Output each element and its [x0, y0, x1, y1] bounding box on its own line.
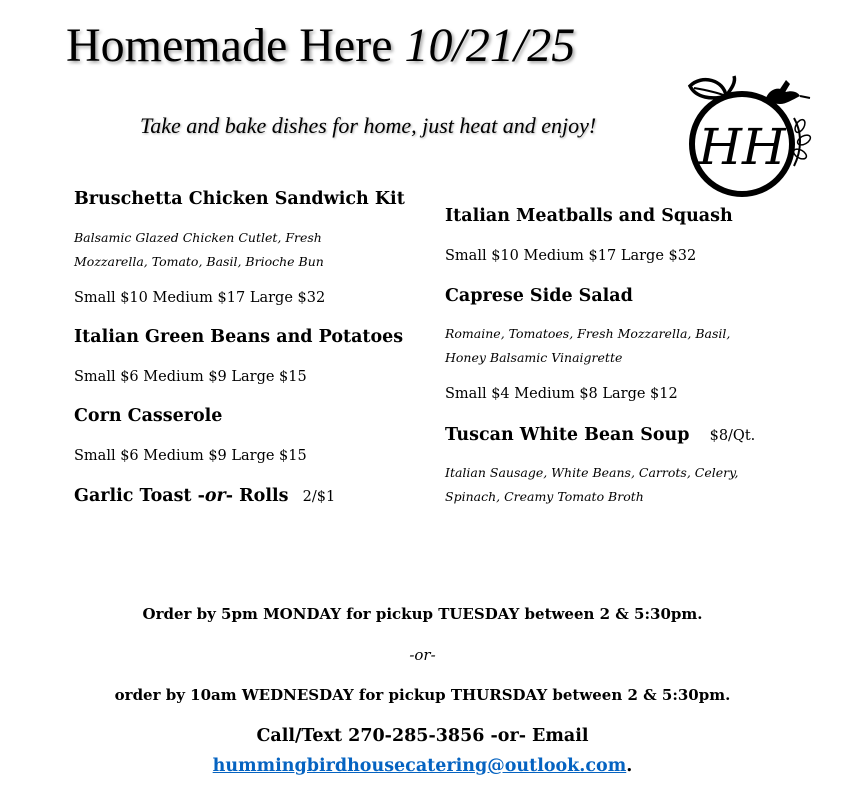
contact-email-line: [0, 753, 845, 779]
page-subtitle: Take and bake dishes for home, just heat and enjoy!: [140, 113, 597, 138]
contact-line: Call/Text 270-285-3856 -or- Email: [256, 726, 589, 746]
item-price-tuscan-soup: $8/Qt.: [709, 428, 756, 444]
item-name-meatballs: Italian Meatballs and Squash: [445, 206, 733, 226]
item-name-tuscan-soup: [445, 423, 755, 448]
item-price-green-beans: Small $6 Medium $9 Large $15: [74, 369, 307, 385]
logo: [682, 70, 812, 200]
item-desc-bruschetta-2: Mozzarella, Tomato, Basil, Brioche Bun: [74, 254, 324, 269]
order-option-1: Order by 5pm MONDAY for pickup TUESDAY between 2 & 5:30pm.: [142, 605, 703, 623]
item-name-corn-casserole: Corn Casserole: [74, 406, 223, 426]
page-title: [66, 18, 575, 74]
item-desc-tuscan-1: Italian Sausage, White Beans, Carrots, Celery,: [445, 465, 739, 480]
title-date: 10/21/25: [404, 19, 576, 72]
order-separator: -or-: [409, 646, 436, 664]
title-text: Homemade Here: [66, 19, 393, 72]
item-desc-bruschetta-1: Balsamic Glazed Chicken Cutlet, Fresh: [74, 230, 322, 245]
item-desc-tuscan-2: Spinach, Creamy Tomato Broth: [445, 489, 644, 504]
item-name-garlic-toast: [74, 484, 335, 509]
garlic-toast-label: Garlic Toast -: [74, 486, 205, 506]
email-link[interactable]: hummingbirdhousecatering@outlook.com: [212, 756, 627, 776]
rolls-label: - Rolls: [225, 486, 289, 506]
item-name-caprese: Caprese Side Salad: [445, 286, 633, 306]
item-desc-caprese-2: Honey Balsamic Vinaigrette: [445, 350, 623, 365]
item-desc-caprese-1: Romaine, Tomatoes, Fresh Mozzarella, Basil,: [445, 326, 731, 341]
order-option-2: order by 10am WEDNESDAY for pickup THURSDAY between 2 & 5:30pm.: [114, 686, 731, 704]
tuscan-soup-label: Tuscan White Bean Soup: [445, 425, 690, 445]
item-price-meatballs: Small $10 Medium $17 Large $32: [445, 248, 697, 264]
item-price-bruschetta: Small $10 Medium $17 Large $32: [74, 290, 326, 306]
item-name-green-beans: Italian Green Beans and Potatoes: [74, 327, 404, 347]
email-trailing-period: .: [626, 756, 633, 776]
item-price-corn-casserole: Small $6 Medium $9 Large $15: [74, 448, 307, 464]
item-name-bruschetta: Bruschetta Chicken Sandwich Kit: [74, 189, 405, 209]
item-price-caprese: Small $4 Medium $8 Large $12: [445, 386, 678, 402]
garlic-toast-or: or: [204, 486, 226, 506]
item-price-garlic-toast: 2/$1: [302, 489, 336, 505]
logo-monogram: HH: [698, 118, 786, 176]
hummingbird-logo-icon: [682, 70, 812, 200]
